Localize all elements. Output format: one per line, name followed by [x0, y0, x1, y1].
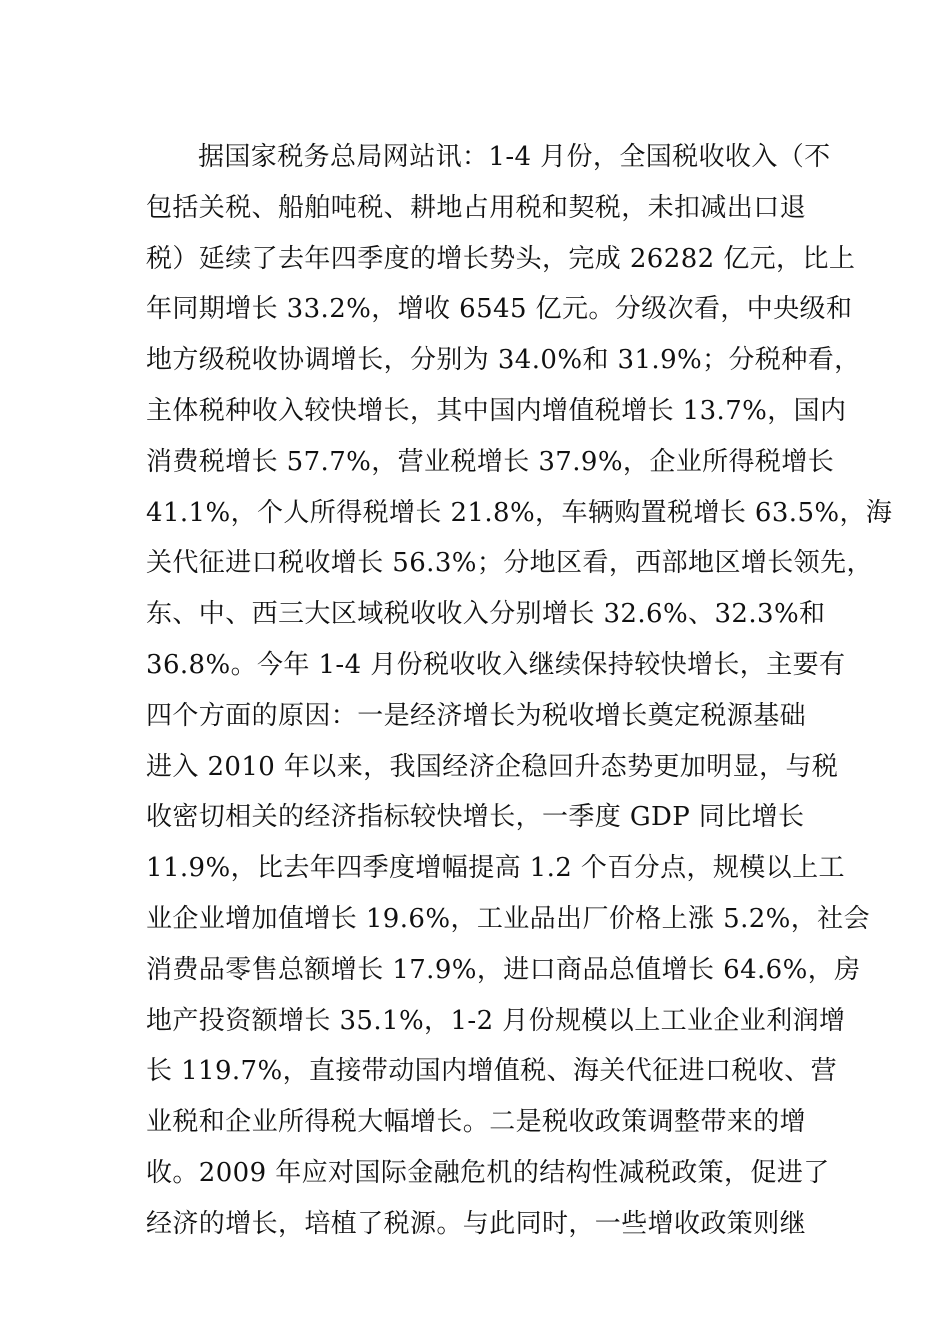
paragraph-line: 业税和企业所得税大幅增长。二是税收政策调整带来的增 [146, 1107, 807, 1138]
paragraph-line: 业企业增加值增长 19.6%，工业品出厂价格上涨 5.2%，社会 [146, 903, 870, 934]
paragraph-line: 据国家税务总局网站讯：1-4 月份，全国税收收入（不 [198, 142, 831, 172]
paragraph-line: 四个方面的原因：一是经济增长为税收增长奠定税源基础 [146, 700, 807, 731]
paragraph-line: 收密切相关的经济指标较快增长，一季度 GDP 同比增长 [146, 802, 805, 833]
paragraph-line: 进入 2010 年以来，我国经济企稳回升态势更加明显，与税 [146, 751, 839, 782]
paragraph-line: 主体税种收入较快增长，其中国内增值税增长 13.7%，国内 [146, 395, 847, 426]
paragraph-line: 包括关税、船舶吨税、耕地占用税和契税，未扣减出口退 [146, 192, 807, 223]
paragraph-line: 东、中、西三大区域税收收入分别增长 32.6%、32.3%和 [146, 599, 826, 630]
paragraph-line: 36.8%。今年 1-4 月份税收收入继续保持较快增长，主要有 [146, 649, 846, 680]
paragraph-line: 11.9%，比去年四季度增幅提高 1.2 个百分点，规模以上工 [146, 853, 845, 884]
paragraph-line: 地产投资额增长 35.1%，1-2 月份规模以上工业企业利润增 [146, 1005, 846, 1036]
paragraph-line: 长 119.7%，直接带动国内增值税、海关代征进口税收、营 [146, 1056, 838, 1087]
paragraph-line: 年同期增长 33.2%，增收 6545 亿元。分级次看，中央级和 [146, 294, 853, 325]
paragraph-line: 消费税增长 57.7%，营业税增长 37.9%，企业所得税增长 [146, 446, 835, 477]
paragraph-line: 地方级税收协调增长，分别为 34.0%和 31.9%；分税种看， [146, 345, 861, 376]
paragraph-line: 关代征进口税收增长 56.3%；分地区看，西部地区增长领先， [146, 548, 873, 579]
paragraph-line: 经济的增长，培植了税源。与此同时，一些增收政策则继 [146, 1208, 807, 1239]
paragraph-line: 41.1%，个人所得税增长 21.8%，车辆购置税增长 63.5%，海 [146, 497, 893, 528]
paragraph-line: 收。2009 年应对国际金融危机的结构性减税政策，促进了 [146, 1157, 830, 1188]
paragraph-line: 税）延续了去年四季度的增长势头，完成 26282 亿元，比上 [146, 243, 856, 274]
article-paragraph [146, 132, 893, 1250]
paragraph-line: 消费品零售总额增长 17.9%，进口商品总值增长 64.6%，房 [146, 954, 861, 985]
